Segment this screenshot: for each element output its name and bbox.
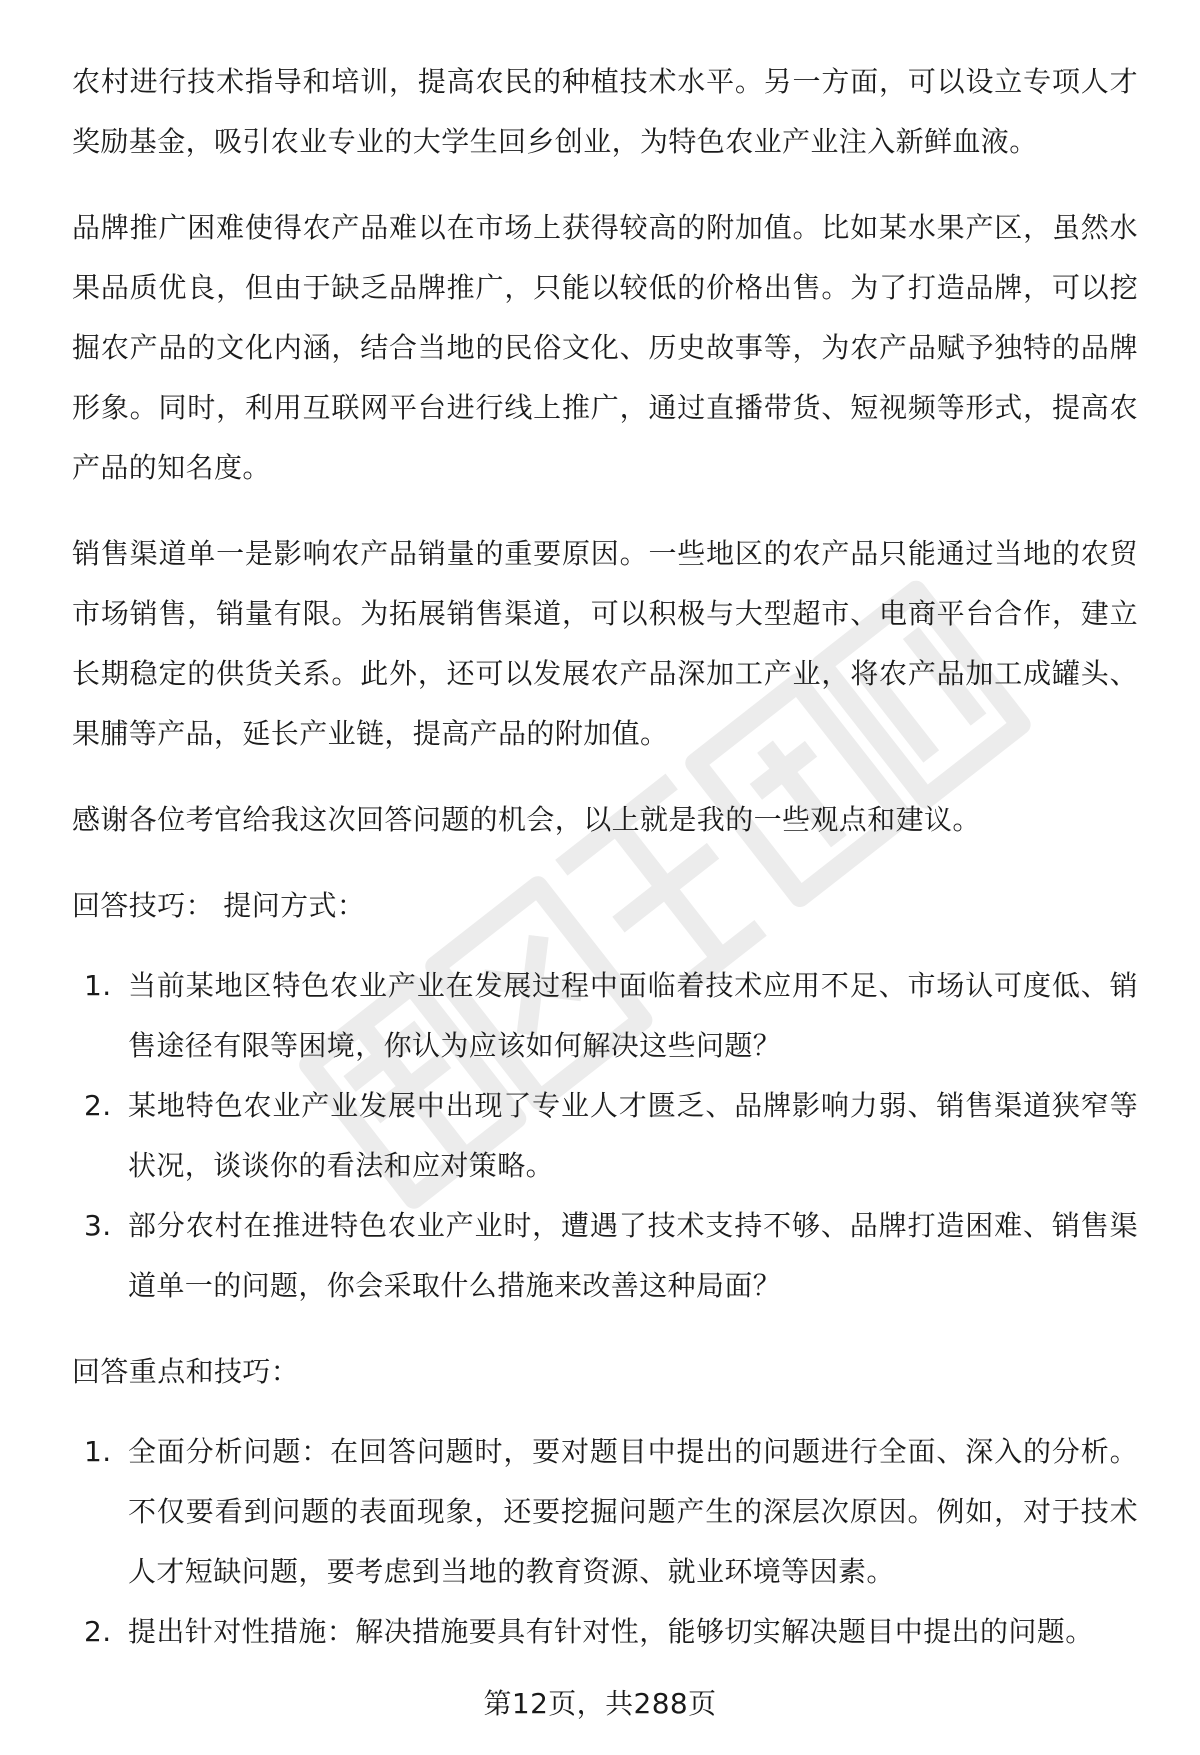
section-label-tips: 回答重点和技巧： — [72, 1355, 300, 1388]
list-item — [72, 956, 1138, 1076]
list-number: 2. — [84, 1615, 112, 1648]
list-text: 提出针对性措施：解决措施要具有针对性，能够切实解决题目中提出的问题。 — [128, 1615, 1094, 1648]
list-number: 3. — [84, 1209, 112, 1242]
list-text: 部分农村在推进特色农业产业时，遭遇了技术支持不够、品牌打造困难、销售渠道单一的问题，你会采取什么措施来改善这种局面？ — [128, 1209, 1138, 1302]
list-item — [72, 1602, 1138, 1662]
list-item — [72, 1422, 1138, 1602]
list-text: 某地特色农业产业发展中出现了专业人才匮乏、品牌影响力弱、销售渠道狭窄等状况，谈谈你的看法和应对策略。 — [128, 1089, 1138, 1182]
tips-list — [72, 1422, 1138, 1662]
list-number: 1. — [84, 1435, 112, 1468]
document-body — [72, 52, 1138, 1688]
list-number: 1. — [84, 969, 112, 1002]
list-item — [72, 1196, 1138, 1316]
list-number: 2. — [84, 1089, 112, 1122]
paragraph-brand: 品牌推广困难使得农产品难以在市场上获得较高的附加值。比如某水果产区，虽然水果品质优良，但由于缺乏品牌推广，只能以较低的价格出售。为了打造品牌，可以挖掘农产品的文化内涵，结合当地的民俗文化、历史故事等，为农产品赋予独特的品牌形象。同时，利用互联网平台进行线上推广，通过直播带货、短视频等形式，提高农产品的知名度。 — [72, 211, 1138, 484]
question-list — [72, 956, 1138, 1316]
list-item — [72, 1076, 1138, 1196]
paragraph-talent: 农村进行技术指导和培训，提高农民的种植技术水平。另一方面，可以设立专项人才奖励基金，吸引农业专业的大学生回乡创业，为特色农业产业注入新鲜血液。 — [72, 65, 1138, 158]
page-number-footer: 第12页，共288页 — [483, 1687, 717, 1720]
list-text: 当前某地区特色农业产业在发展过程中面临着技术应用不足、市场认可度低、销售途径有限等困境，你认为应该如何解决这些问题？ — [128, 969, 1138, 1062]
list-text: 全面分析问题：在回答问题时，要对题目中提出的问题进行全面、深入的分析。不仅要看到问题的表面现象，还要挖掘问题产生的深层次原因。例如，对于技术人才短缺问题，要考虑到当地的教育资源、就业环境等因素。 — [128, 1435, 1138, 1588]
section-label-questions: 回答技巧： 提问方式： — [72, 889, 366, 922]
paragraph-thanks: 感谢各位考官给我这次回答问题的机会，以上就是我的一些观点和建议。 — [72, 803, 981, 836]
paragraph-sales: 销售渠道单一是影响农产品销量的重要原因。一些地区的农产品只能通过当地的农贸市场销售，销量有限。为拓展销售渠道，可以积极与大型超市、电商平台合作，建立长期稳定的供货关系。此外，还可以发展农产品深加工产业，将农产品加工成罐头、果脯等产品，延长产业链，提高产品的附加值。 — [72, 537, 1138, 750]
